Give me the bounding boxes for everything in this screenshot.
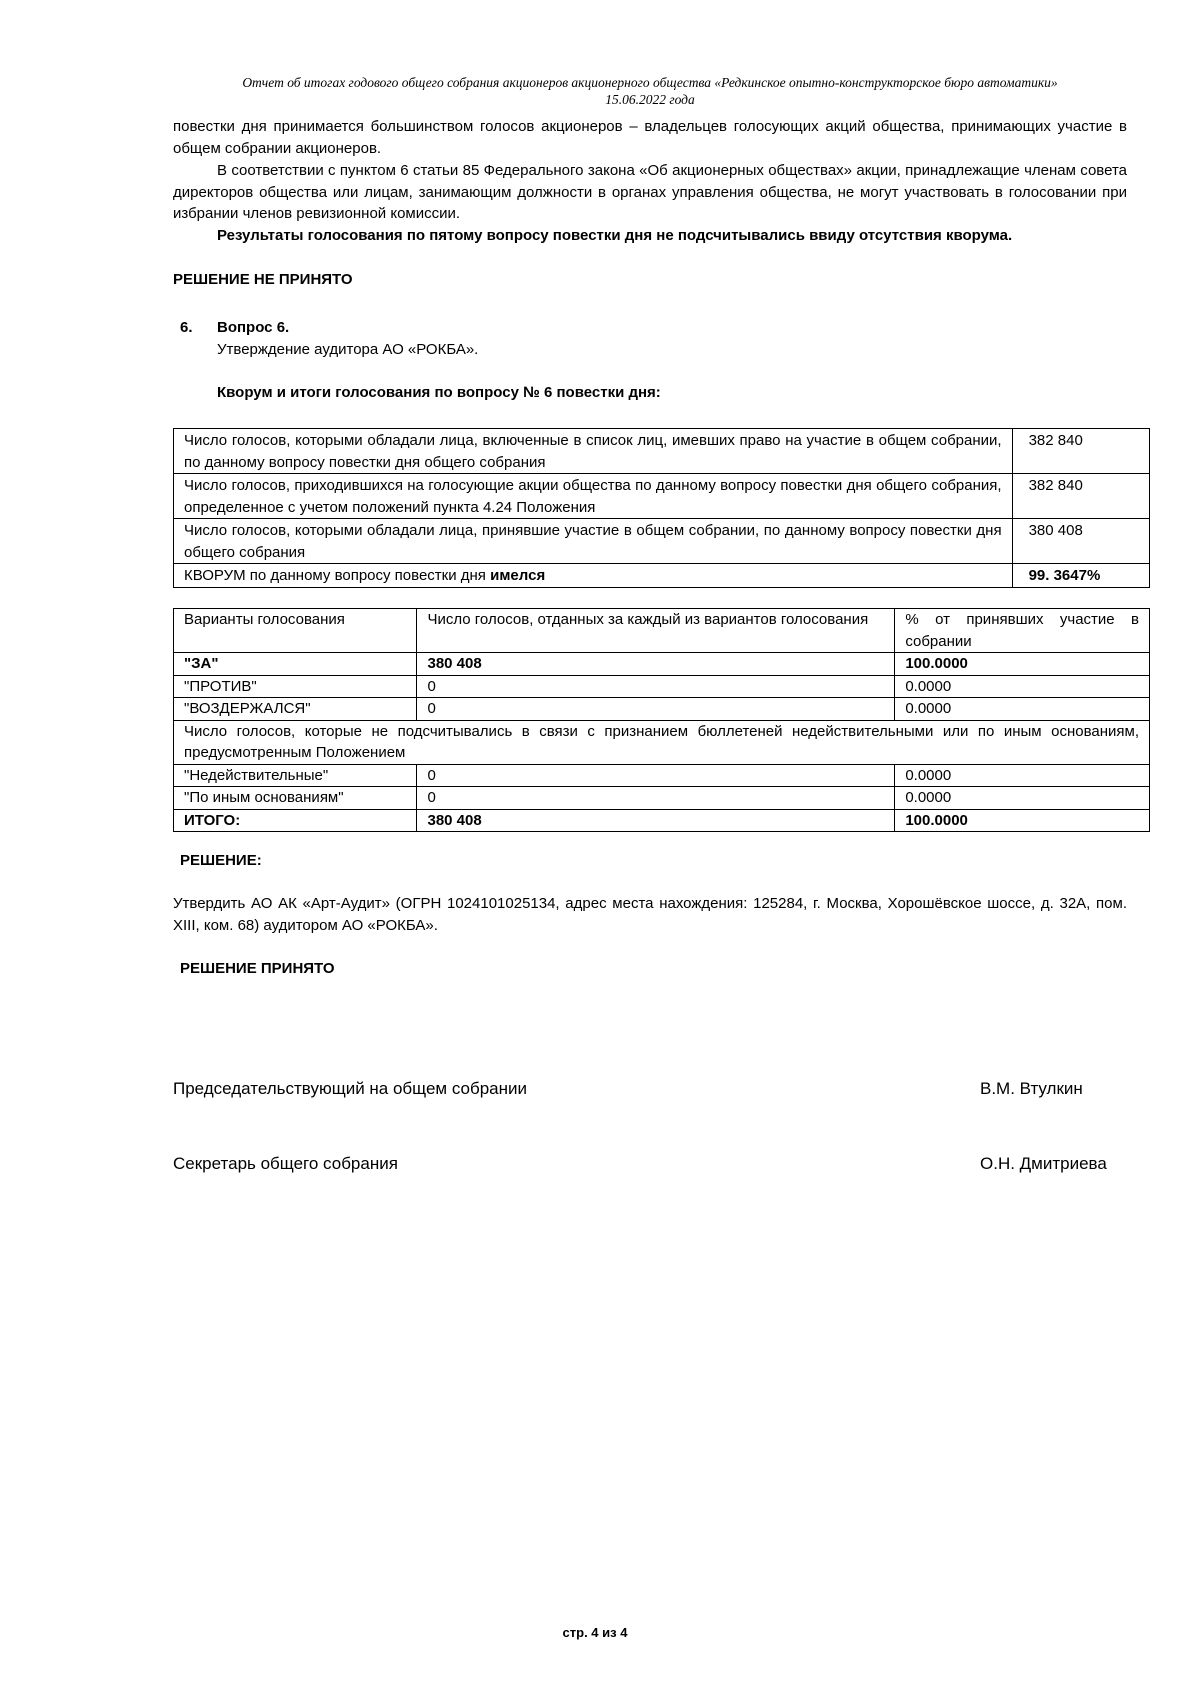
table-row (174, 787, 1150, 810)
secretary-role: Секретарь общего собрания (173, 1154, 398, 1173)
vote-count: 380 408 (417, 653, 895, 676)
decision-5-status: РЕШЕНИЕ НЕ ПРИНЯТО (173, 271, 353, 288)
vote-option: "ПРОТИВ" (174, 675, 417, 698)
column-header: % от принявших участие в собрании (895, 609, 1150, 653)
vote-option: "По иным основаниям" (174, 787, 417, 810)
decision-heading: РЕШЕНИЕ: (180, 852, 262, 869)
quorum-heading: Кворум и итоги голосования по вопросу № 6 повестки дня: (217, 384, 661, 401)
column-header: Варианты голосования (174, 609, 417, 653)
secretary-name: О.Н. Дмитриева (980, 1154, 1107, 1173)
total-percent: 100.0000 (895, 809, 1150, 832)
intro-paragraph-3: Результаты голосования по пятому вопросу повестки дня не подсчитывались ввиду отсутствия кворума. (217, 227, 1013, 244)
table-cell: 380 408 (1012, 519, 1149, 564)
vote-count: 0 (417, 698, 895, 721)
question-title: Вопрос 6. (217, 319, 290, 336)
vote-count: 0 (417, 675, 895, 698)
chairman-role: Председательствующий на общем собрании (173, 1079, 528, 1098)
vote-table (173, 608, 1150, 832)
table-header-row (174, 609, 1150, 653)
vote-option: "Недействительные" (174, 764, 417, 787)
quorum-row (174, 564, 1150, 588)
decision-result: РЕШЕНИЕ ПРИНЯТО (180, 960, 335, 977)
header-date: 15.06.2022 года (605, 92, 695, 107)
total-label: ИТОГО: (174, 809, 417, 832)
vote-percent: 0.0000 (895, 787, 1150, 810)
chairman-name: В.М. Втулкин (980, 1079, 1083, 1098)
quorum-status: имелся (490, 567, 546, 584)
quorum-value: 99. 3647% (1012, 564, 1149, 588)
total-votes: 380 408 (417, 809, 895, 832)
vote-percent: 0.0000 (895, 698, 1150, 721)
table-cell: 382 840 (1012, 474, 1149, 519)
intro-paragraph-2: В соответствии с пунктом 6 статьи 85 Федерального закона «Об акционерных обществах» акции, принадлежащие членам совета директоров общества или лицам, занимающим должности в органах управления общества, не могут участвовать в голосовании при избрании членов ревизионной комиссии. (173, 162, 1127, 222)
vote-count: 0 (417, 787, 895, 810)
vote-option: "ЗА" (174, 653, 417, 676)
total-row (174, 809, 1150, 832)
table-row (174, 429, 1150, 474)
page-number: стр. 4 из 4 (562, 1625, 628, 1640)
table-cell: 382 840 (1012, 429, 1149, 474)
vote-count: 0 (417, 764, 895, 787)
vote-percent: 100.0000 (895, 653, 1150, 676)
question-text: Утверждение аудитора АО «РОКБА». (217, 341, 479, 358)
page-header (170, 74, 1130, 108)
vote-percent: 0.0000 (895, 675, 1150, 698)
table-row (174, 675, 1150, 698)
table-cell: Число голосов, приходившихся на голосующие акции общества по данному вопросу повестки дня общего собрания, определенное с учетом положений пункта 4.24 Положения (174, 474, 1013, 519)
intro-paragraph-1: повестки дня принимается большинством голосов акционеров – владельцев голосующих акций общества, принимающих участие в общем собрании акционеров. (173, 118, 1127, 157)
table-cell: Число голосов, которыми обладали лица, принявшие участие в общем собрании, по данному вопросу повестки дня общего собрания (174, 519, 1013, 564)
table-row (174, 720, 1150, 764)
table-cell: Число голосов, которыми обладали лица, включенные в список лиц, имевших право на участие в общем собрании, по данному вопросу повестки дня общего собрания (174, 429, 1013, 474)
table-row (174, 519, 1150, 564)
decision-text: Утвердить АО АК «Арт-Аудит» (ОГРН 1024101025134, адрес места нахождения: 125284, г. Москва, Хорошёвское шоссе, д. 32А, пом. XIII, ком. 68) аудитором АО «РОКБА». (173, 895, 1127, 934)
invalid-note: Число голосов, которые не подсчитывались в связи с признанием бюллетеней недействительными или по иным основаниям, предусмотренным Положением (174, 720, 1150, 764)
column-header: Число голосов, отданных за каждый из вариантов голосования (417, 609, 895, 653)
question-number: 6. (180, 319, 193, 336)
table-row (174, 764, 1150, 787)
quorum-label: КВОРУМ по данному вопросу повестки дня (184, 567, 486, 584)
table-row (174, 698, 1150, 721)
vote-option: "ВОЗДЕРЖАЛСЯ" (174, 698, 417, 721)
table-cell (174, 564, 1013, 588)
table-row (174, 474, 1150, 519)
vote-percent: 0.0000 (895, 764, 1150, 787)
header-title: Отчет об итогах годового общего собрания акционеров акционерного общества «Редкинское опытно-конструкторское бюро автоматики» (242, 75, 1058, 90)
table-row (174, 653, 1150, 676)
quorum-table (173, 428, 1150, 588)
